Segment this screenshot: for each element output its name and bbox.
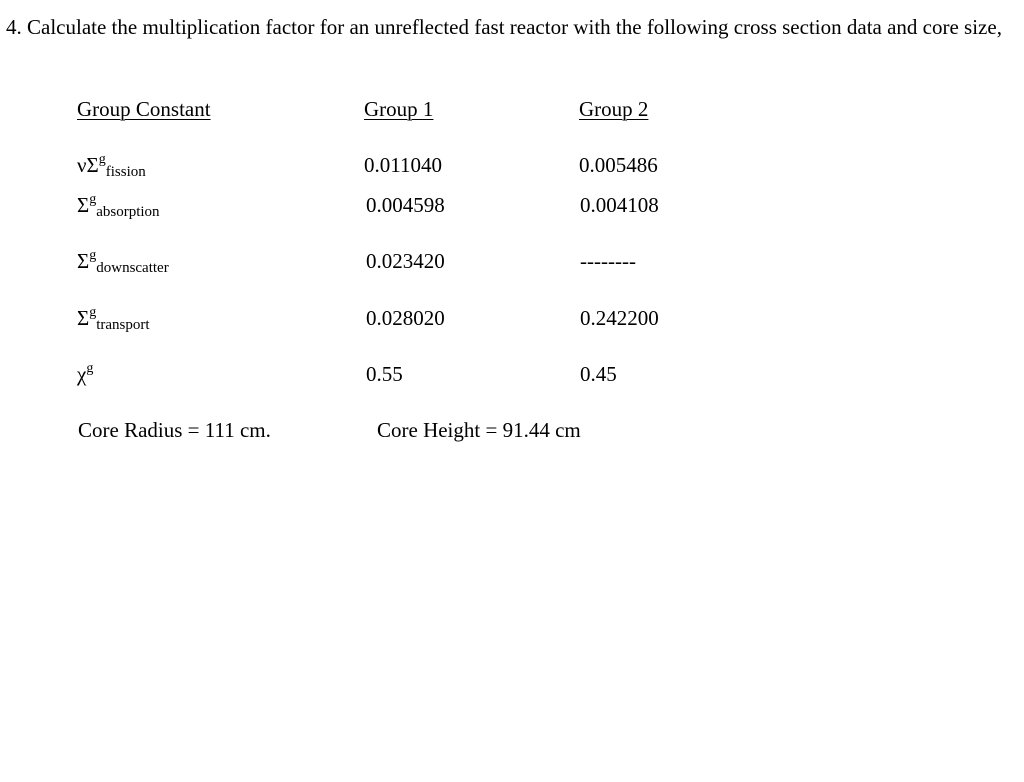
row-label-fission <box>77 152 146 180</box>
cell-chi-group-1: 0.55 <box>366 362 403 386</box>
row-label-downscatter <box>77 248 169 276</box>
sigma-symbol: Σ <box>77 306 90 330</box>
nu-symbol: ν <box>77 153 87 177</box>
sigma-symbol: Σ <box>86 153 99 177</box>
subscript-downscatter: downscatter <box>96 260 169 276</box>
subscript-fission: fission <box>105 164 146 180</box>
cell-transport-group-1: 0.028020 <box>366 306 445 330</box>
cell-downscatter-group-2: -------- <box>580 249 636 273</box>
core-radius: Core Radius = 111 cm. <box>78 418 271 442</box>
cell-absorption-group-2: 0.004108 <box>580 193 659 217</box>
cell-fission-group-1: 0.011040 <box>364 153 442 177</box>
superscript-g: g <box>98 152 106 167</box>
superscript-g: g <box>89 192 97 207</box>
row-label-absorption <box>77 192 160 220</box>
sigma-symbol: Σ <box>77 249 90 273</box>
subscript-absorption: absorption <box>96 204 160 220</box>
row-label-chi <box>77 362 93 386</box>
row-label-transport <box>77 305 150 333</box>
sigma-symbol: Σ <box>77 193 90 217</box>
problem-statement: 4. Calculate the multiplication factor for an unreflected fast reactor with the following cross section data and core size, <box>6 15 1002 39</box>
header-group-2: Group 2 <box>579 97 649 121</box>
cell-chi-group-2: 0.45 <box>580 362 617 386</box>
header-group-1: Group 1 <box>364 97 434 121</box>
chi-symbol: χ <box>77 362 87 386</box>
header-group-constant: Group Constant <box>77 97 211 121</box>
superscript-g: g <box>86 361 94 376</box>
cell-fission-group-2: 0.005486 <box>579 153 658 177</box>
core-height: Core Height = 91.44 cm <box>377 418 581 442</box>
cell-transport-group-2: 0.242200 <box>580 306 659 330</box>
superscript-g: g <box>89 305 97 320</box>
cell-downscatter-group-1: 0.023420 <box>366 249 445 273</box>
cell-absorption-group-1: 0.004598 <box>366 193 445 217</box>
superscript-g: g <box>89 248 97 263</box>
subscript-transport: transport <box>96 317 150 333</box>
